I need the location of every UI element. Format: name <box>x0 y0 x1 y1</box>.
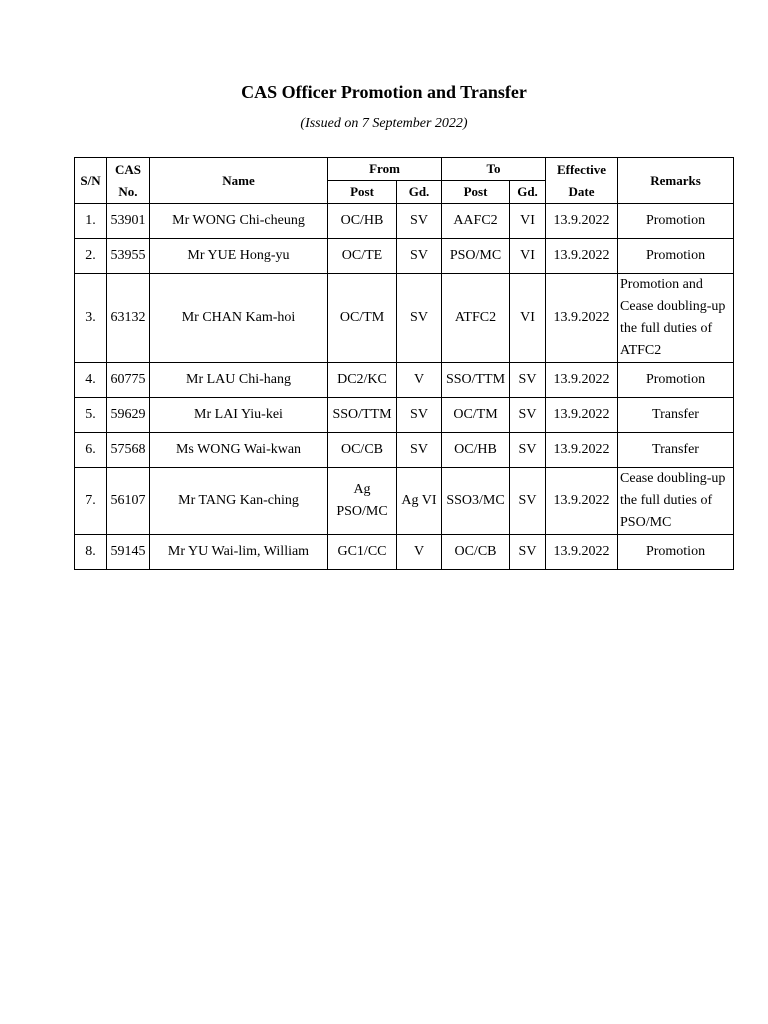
header-from: From <box>328 158 442 181</box>
cell-sn: 5. <box>75 398 107 433</box>
cell-remarks: Transfer <box>618 398 734 433</box>
header-effective-line1: Effective <box>556 161 607 177</box>
header-to-gd: Gd. <box>510 181 546 204</box>
cell-sn: 4. <box>75 363 107 398</box>
cell-from-post: OC/CB <box>328 433 397 468</box>
cell-to-gd: SV <box>510 363 546 398</box>
cell-remarks: Promotion <box>618 363 734 398</box>
cell-to-gd: SV <box>510 433 546 468</box>
document-title: CAS Officer Promotion and Transfer <box>241 82 527 102</box>
cell-sn: 1. <box>75 204 107 239</box>
table-row <box>75 239 734 274</box>
cell-remarks: Promotion <box>618 204 734 239</box>
cell-cas-no: 59629 <box>107 398 150 433</box>
cell-from-post: OC/TM <box>328 274 397 363</box>
cell-to-gd: SV <box>510 535 546 570</box>
cell-sn: 3. <box>75 274 107 363</box>
cell-from-gd: SV <box>397 398 442 433</box>
cell-cas-no: 60775 <box>107 363 150 398</box>
cell-to-gd: SV <box>510 468 546 535</box>
cell-to-post: OC/TM <box>442 398 510 433</box>
cell-from-post: SSO/TTM <box>328 398 397 433</box>
cell-to-post: OC/HB <box>442 433 510 468</box>
cell-name: Mr WONG Chi-cheung <box>150 204 328 239</box>
cell-to-gd: SV <box>510 398 546 433</box>
table-row <box>75 468 734 535</box>
table-row <box>75 204 734 239</box>
cell-name: Mr CHAN Kam-hoi <box>150 274 328 363</box>
cell-to-post: PSO/MC <box>442 239 510 274</box>
cell-to-post: ATFC2 <box>442 274 510 363</box>
cell-cas-no: 53901 <box>107 204 150 239</box>
table-row <box>75 274 734 363</box>
cell-effective-date: 13.9.2022 <box>546 363 618 398</box>
cell-from-gd: SV <box>397 204 442 239</box>
cell-sn: 8. <box>75 535 107 570</box>
header-cas-no <box>107 158 150 204</box>
cell-to-gd: VI <box>510 274 546 363</box>
cell-from-gd: Ag VI <box>397 468 442 535</box>
header-to: To <box>442 158 546 181</box>
cell-name: Mr YU Wai-lim, William <box>150 535 328 570</box>
table-row <box>75 398 734 433</box>
cell-name: Mr YUE Hong-yu <box>150 239 328 274</box>
cell-to-post: SSO3/MC <box>442 468 510 535</box>
cell-effective-date: 13.9.2022 <box>546 398 618 433</box>
cell-name: Mr LAI Yiu-kei <box>150 398 328 433</box>
cell-from-gd: SV <box>397 274 442 363</box>
cell-from-post: GC1/CC <box>328 535 397 570</box>
cell-from-gd: V <box>397 535 442 570</box>
table-row <box>75 535 734 570</box>
cell-effective-date: 13.9.2022 <box>546 239 618 274</box>
header-effective-date <box>546 158 618 204</box>
promotion-transfer-table <box>74 157 734 570</box>
cell-to-post: AAFC2 <box>442 204 510 239</box>
cell-cas-no: 59145 <box>107 535 150 570</box>
cell-sn: 6. <box>75 433 107 468</box>
cell-from-post: OC/HB <box>328 204 397 239</box>
table-row <box>75 433 734 468</box>
cell-cas-no: 56107 <box>107 468 150 535</box>
cell-name: Ms WONG Wai-kwan <box>150 433 328 468</box>
cell-effective-date: 13.9.2022 <box>546 204 618 239</box>
cell-from-gd: SV <box>397 239 442 274</box>
cell-cas-no: 57568 <box>107 433 150 468</box>
header-remarks: Remarks <box>618 158 734 204</box>
cell-effective-date: 13.9.2022 <box>546 468 618 535</box>
cell-remarks: Promotion <box>618 239 734 274</box>
cell-from-gd: SV <box>397 433 442 468</box>
header-sn: S/N <box>75 158 107 204</box>
cell-to-post: OC/CB <box>442 535 510 570</box>
cell-from-gd: V <box>397 363 442 398</box>
header-cas-no-line2: No. <box>118 183 138 199</box>
cell-from-post: Ag PSO/MC <box>328 468 397 535</box>
cell-remarks: Cease doubling-up the full duties of PSO/MC <box>618 468 734 535</box>
cell-remarks: Promotion <box>618 535 734 570</box>
table-row <box>75 363 734 398</box>
header-from-post: Post <box>328 181 397 204</box>
cell-sn: 7. <box>75 468 107 535</box>
header-to-post: Post <box>442 181 510 204</box>
cell-remarks: Transfer <box>618 433 734 468</box>
cell-to-gd: VI <box>510 239 546 274</box>
issue-date-subtitle: (Issued on 7 September 2022) <box>300 116 468 131</box>
cell-effective-date: 13.9.2022 <box>546 274 618 363</box>
cell-from-post: OC/TE <box>328 239 397 274</box>
header-from-gd: Gd. <box>397 181 442 204</box>
header-name: Name <box>150 158 328 204</box>
cell-from-post: DC2/KC <box>328 363 397 398</box>
cell-name: Mr LAU Chi-hang <box>150 363 328 398</box>
cell-remarks: Promotion and Cease doubling-up the full duties of ATFC2 <box>618 274 734 363</box>
cell-cas-no: 63132 <box>107 274 150 363</box>
cell-effective-date: 13.9.2022 <box>546 433 618 468</box>
cell-to-post: SSO/TTM <box>442 363 510 398</box>
header-effective-line2: Date <box>568 183 595 199</box>
cell-to-gd: VI <box>510 204 546 239</box>
cell-name: Mr TANG Kan-ching <box>150 468 328 535</box>
header-cas-no-line1: CAS <box>114 161 141 177</box>
cell-effective-date: 13.9.2022 <box>546 535 618 570</box>
cell-sn: 2. <box>75 239 107 274</box>
cell-cas-no: 53955 <box>107 239 150 274</box>
